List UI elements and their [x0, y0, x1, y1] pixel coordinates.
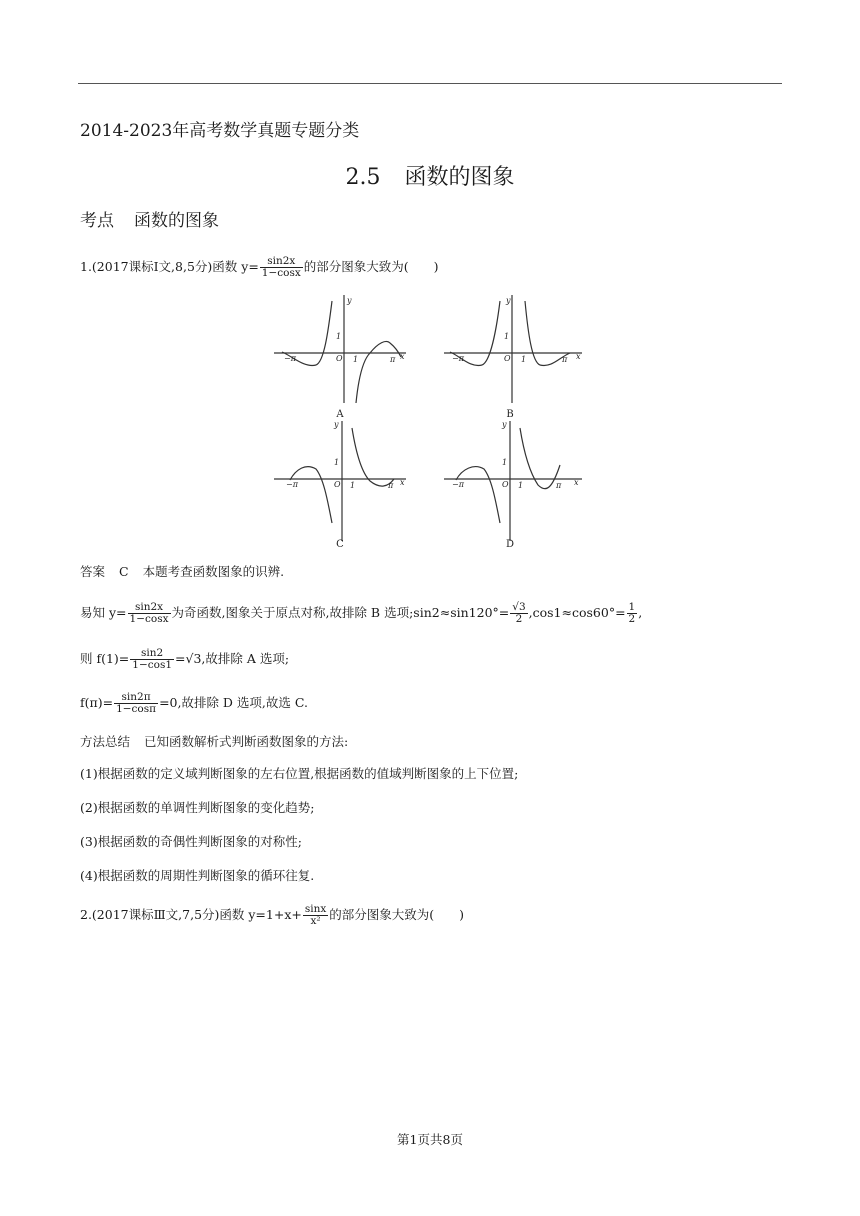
- x-axis-label: x: [574, 478, 579, 487]
- explanation-line-1: [80, 602, 642, 625]
- answer-text: 本题考查函数图象的识辨.: [142, 564, 285, 579]
- fraction: [627, 602, 638, 625]
- origin-label: O: [336, 354, 343, 363]
- answer-line: [80, 566, 284, 579]
- graph-b: [444, 295, 582, 403]
- fraction-numerator: 1: [628, 601, 636, 613]
- tick-pi: π: [388, 481, 394, 490]
- method-label: 方法总结: [80, 734, 131, 749]
- tick-one: 1: [502, 458, 508, 467]
- graph-label-a: A: [336, 409, 344, 420]
- series-title: 2014-2023年高考数学真题专题分类: [80, 121, 360, 141]
- question-1-prefix: 1.(2017课标Ⅰ文,8,5分)函数 y=: [80, 259, 259, 275]
- fraction-numerator: √3: [512, 601, 526, 613]
- text-segment: f(π)=: [80, 695, 114, 711]
- explanation-line-3: [80, 692, 308, 715]
- graph-d: [444, 421, 582, 541]
- fraction-denominator: 1−cosx: [261, 267, 301, 280]
- question-1-stem: [80, 256, 439, 279]
- fraction-denominator: 1−cosπ: [116, 703, 157, 716]
- text-segment: ,: [638, 605, 643, 621]
- origin-label: O: [334, 480, 341, 489]
- text-segment: =√3,故排除 A 选项;: [175, 651, 290, 667]
- tick-one: 1: [350, 481, 356, 490]
- question-1-fraction: [260, 256, 303, 279]
- fraction: [114, 692, 158, 715]
- fraction-numerator: sin2: [130, 648, 174, 660]
- tick-one: 1: [334, 458, 340, 467]
- answer-label: 答案: [80, 564, 106, 579]
- section-title: 函数的图象: [404, 165, 515, 190]
- fraction: [128, 602, 171, 625]
- page-footer: 第1页共8页: [397, 1132, 463, 1147]
- fraction: [130, 648, 174, 671]
- origin-label: O: [502, 480, 509, 489]
- fraction-denominator: 2: [515, 613, 523, 626]
- graph-label-c: C: [336, 539, 344, 550]
- graph-label-d: D: [505, 539, 515, 550]
- tick-one: 1: [518, 481, 524, 490]
- fraction-numerator: sin2x: [128, 602, 171, 614]
- header-rule: [78, 83, 782, 84]
- method-item-1: (1)根据函数的定义域判断图象的左右位置,根据函数的值域判断图象的上下位置;: [80, 766, 519, 781]
- section-number: 2.5: [345, 165, 381, 190]
- method-text: 已知函数解析式判断函数图象的方法:: [144, 734, 349, 749]
- text-segment: =0,故排除 D 选项,故选 C.: [159, 695, 308, 711]
- text-segment: 为奇函数,图象关于原点对称,故排除 B 选项;sin2≈sin120°=: [171, 605, 510, 621]
- topic-label: 考点: [80, 211, 114, 231]
- tick-one: 1: [336, 332, 342, 341]
- y-axis-label: y: [506, 296, 511, 305]
- topic-title: 函数的图象: [134, 211, 219, 231]
- fraction-denominator: 1−cosx: [129, 613, 169, 626]
- tick-pi: π: [390, 355, 396, 364]
- tick-neg-pi: −π: [452, 480, 464, 489]
- method-item-2: (2)根据函数的单调性判断图象的变化趋势;: [80, 800, 315, 815]
- tick-neg-pi: −π: [284, 354, 296, 363]
- fraction-denominator: x²: [310, 915, 321, 928]
- question-2-suffix: 的部分图象大致为( ): [329, 907, 465, 923]
- question-1-suffix: 的部分图象大致为( ): [303, 259, 439, 275]
- graph-a: [274, 295, 406, 403]
- x-axis-label: x: [400, 478, 405, 487]
- tick-neg-pi: −π: [452, 354, 464, 363]
- y-axis-label: y: [347, 296, 352, 305]
- fraction: [510, 602, 527, 625]
- fraction-denominator: 1−cos1: [132, 659, 173, 672]
- tick-one: 1: [504, 332, 510, 341]
- tick-pi: π: [562, 355, 568, 364]
- question-2-stem: [80, 904, 464, 927]
- graph-label-b: B: [506, 409, 514, 420]
- fraction-numerator: sin2π: [114, 692, 158, 704]
- text-segment: 易知 y=: [80, 605, 127, 621]
- page-title: [0, 160, 860, 191]
- tick-neg-pi: −π: [286, 480, 298, 489]
- text-segment: 则 f(1)=: [80, 651, 130, 667]
- question-1-graphs: [270, 293, 600, 553]
- explanation-line-2: [80, 648, 289, 671]
- answer-choice: C: [119, 564, 129, 579]
- method-item-3: (3)根据函数的奇偶性判断图象的对称性;: [80, 834, 302, 849]
- method-item-4: (4)根据函数的周期性判断图象的循环往复.: [80, 868, 315, 883]
- question-2-prefix: 2.(2017课标Ⅲ文,7,5分)函数 y=1+x+: [80, 907, 302, 923]
- fraction-numerator: sin2x: [260, 256, 303, 268]
- x-axis-label: x: [400, 352, 405, 361]
- tick-one: 1: [353, 355, 359, 364]
- method-summary: [80, 736, 348, 749]
- y-axis-label: y: [502, 420, 507, 429]
- fraction-denominator: 2: [628, 613, 636, 626]
- topic-heading: [80, 206, 219, 231]
- question-2-fraction: [303, 904, 328, 927]
- text-segment: ,cos1≈cos60°=: [528, 605, 626, 621]
- tick-pi: π: [556, 481, 562, 490]
- tick-one: 1: [521, 355, 527, 364]
- x-axis-label: x: [576, 352, 581, 361]
- fraction-numerator: sinx: [304, 903, 327, 915]
- y-axis-label: y: [334, 420, 339, 429]
- origin-label: O: [504, 354, 511, 363]
